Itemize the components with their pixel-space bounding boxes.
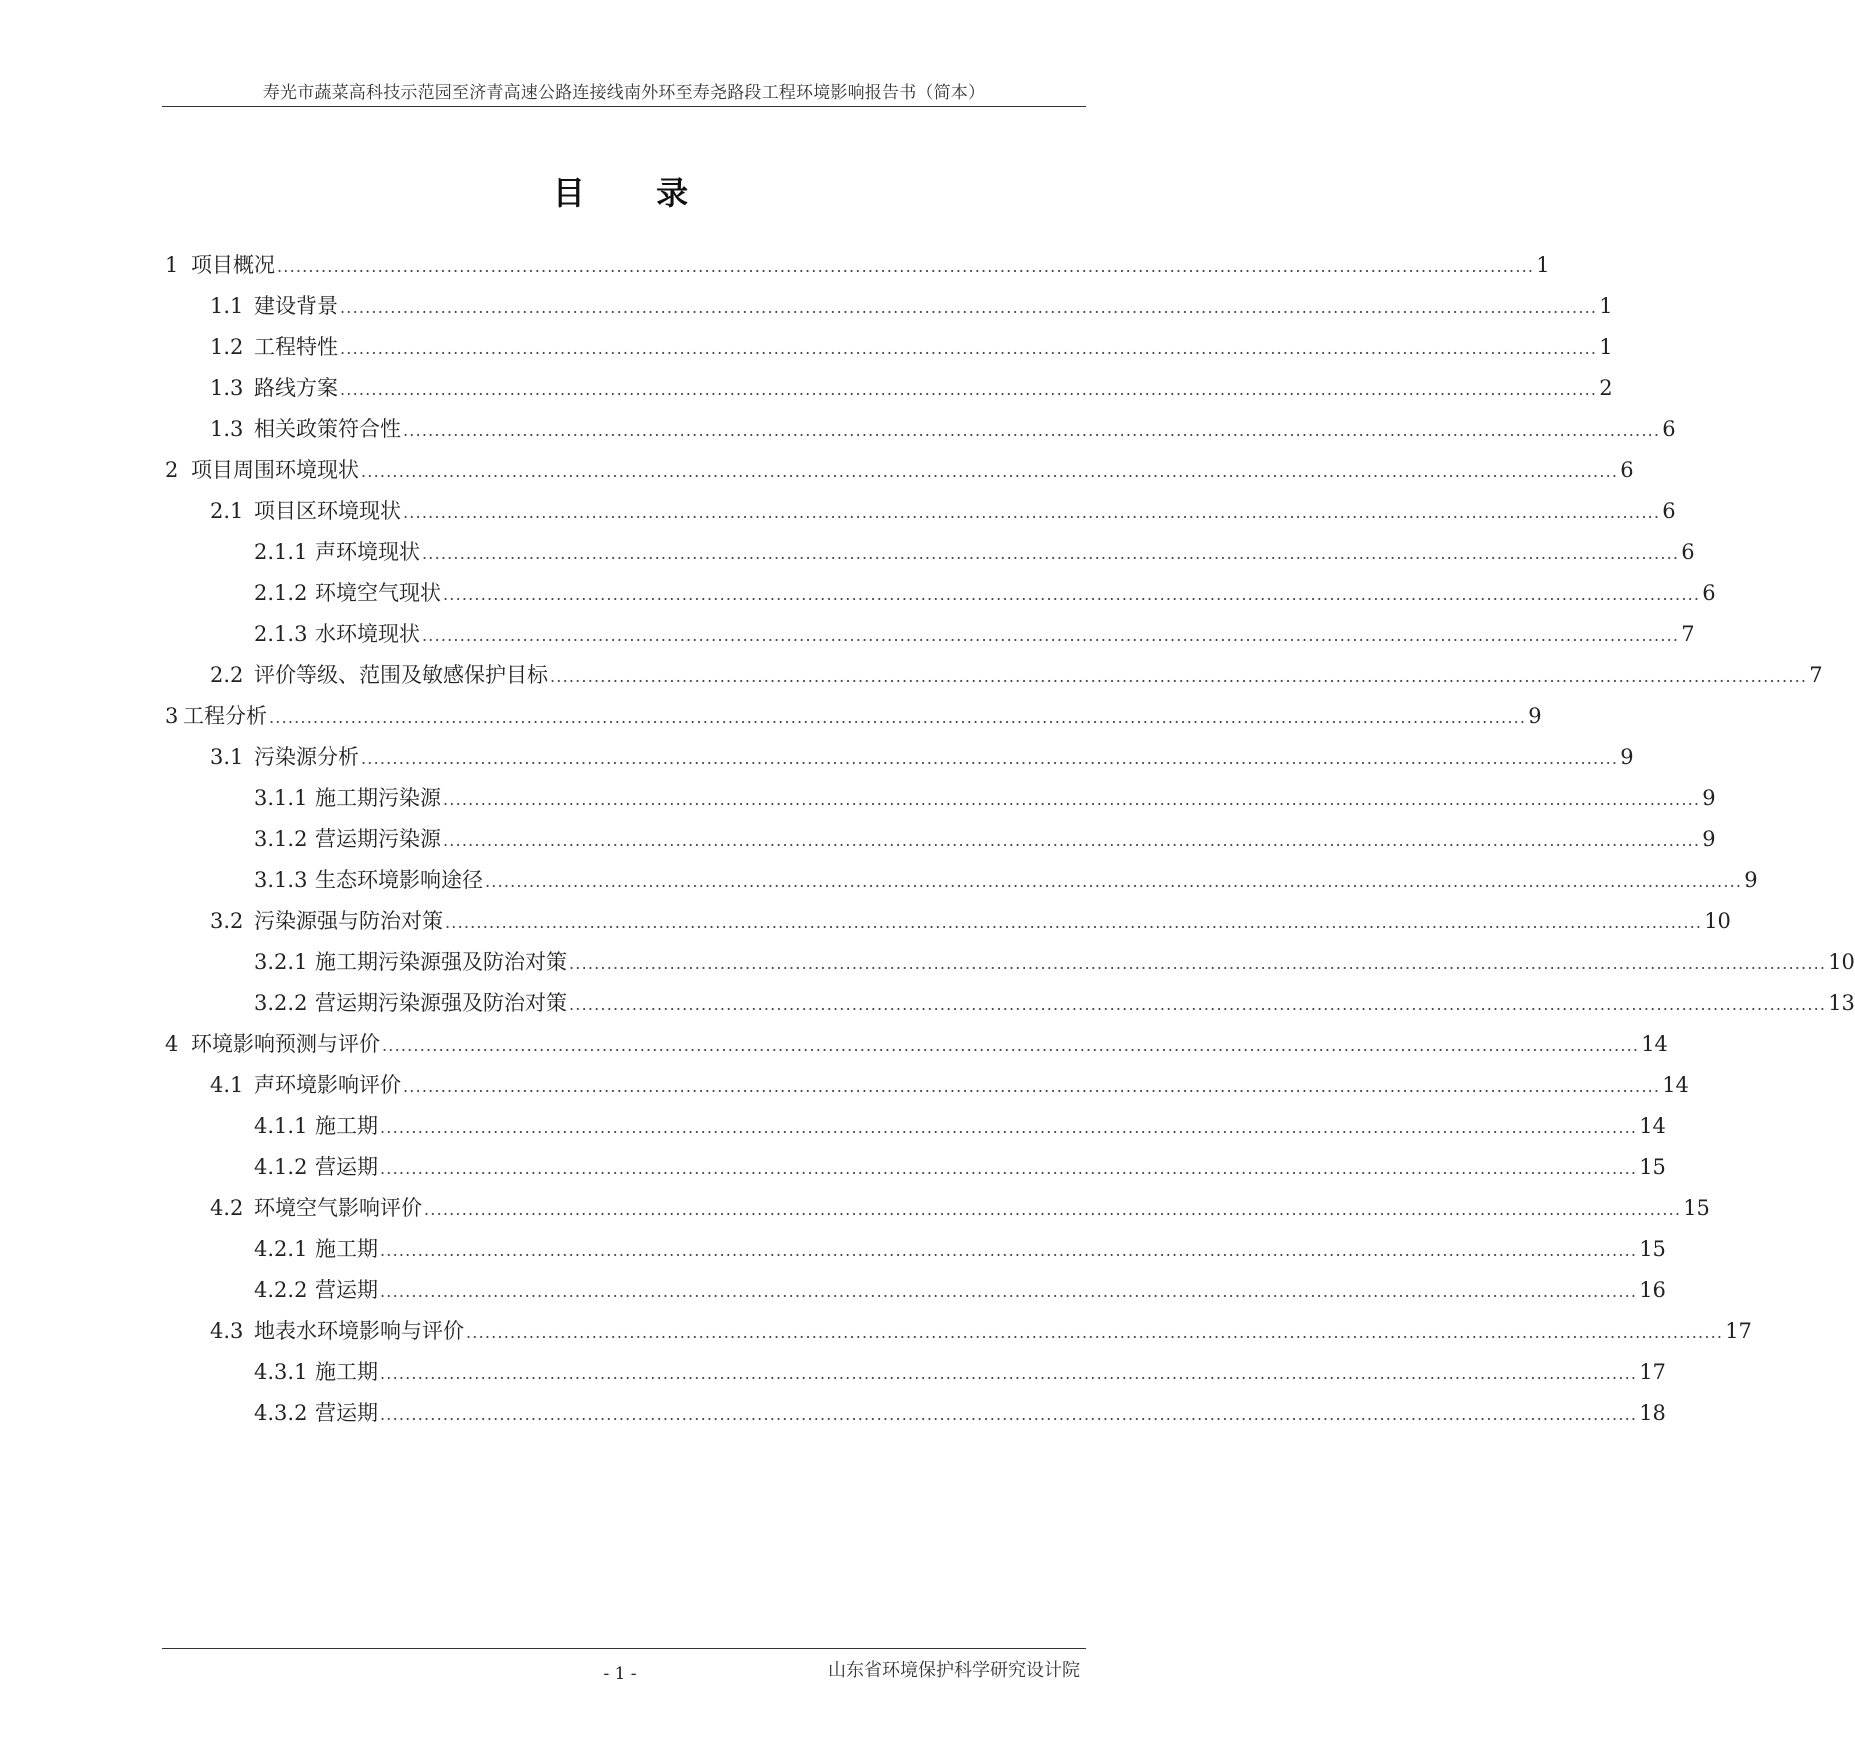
toc-entry-label: 评价等级、范围及敏感保护目标 bbox=[254, 663, 548, 687]
toc-entry-page: 10 bbox=[1828, 950, 1855, 974]
toc-entry[interactable] bbox=[165, 250, 1550, 280]
toc-entry-number: 4.2.1 bbox=[254, 1237, 308, 1261]
toc-entry-label: 路线方案 bbox=[254, 376, 338, 400]
toc-entry[interactable] bbox=[210, 660, 1823, 690]
toc-entry[interactable] bbox=[254, 1152, 1666, 1182]
toc-entry-number: 4.3.1 bbox=[254, 1360, 308, 1384]
toc-entry[interactable] bbox=[210, 496, 1676, 526]
toc-entry-label: 污染源强与防治对策 bbox=[254, 909, 443, 933]
toc-entry-number: 4.1.1 bbox=[254, 1114, 308, 1138]
toc-entry-number: 4.1.2 bbox=[254, 1155, 308, 1179]
toc-entry[interactable] bbox=[254, 1275, 1666, 1305]
institution-name: 山东省环境保护科学研究设计院 bbox=[828, 1660, 1080, 1681]
toc-entry-label: 环境空气影响评价 bbox=[254, 1196, 422, 1220]
toc-dot-leader: ........................................................................................................................................................................................................ bbox=[424, 1200, 1682, 1219]
toc-dot-leader: ........................................................................................................................................................................................................ bbox=[443, 831, 1701, 850]
toc-entry-page: 17 bbox=[1639, 1360, 1666, 1384]
toc-dot-leader: ........................................................................................................................................................................................................ bbox=[361, 462, 1619, 481]
toc-entry-number: 1 bbox=[165, 253, 179, 277]
toc-dot-leader: ........................................................................................................................................................................................................ bbox=[277, 257, 1535, 276]
toc-dot-leader: ........................................................................................................................................................................................................ bbox=[403, 1077, 1661, 1096]
toc-entry-page: 1 bbox=[1599, 294, 1613, 318]
toc-title: 目 录 bbox=[552, 174, 719, 212]
toc-entry[interactable] bbox=[165, 701, 1542, 731]
toc-entry-number: 2.2 bbox=[210, 663, 244, 687]
toc-entry-number: 1.1 bbox=[210, 294, 244, 318]
toc-dot-leader: ........................................................................................................................................................................................................ bbox=[569, 995, 1827, 1014]
toc-entry[interactable] bbox=[210, 1070, 1689, 1100]
toc-entry-label: 声环境影响评价 bbox=[254, 1073, 401, 1097]
toc-entry-page: 15 bbox=[1639, 1237, 1666, 1261]
toc-entry-number: 3.2.2 bbox=[254, 991, 308, 1015]
toc-entry[interactable] bbox=[254, 619, 1695, 649]
toc-dot-leader: ........................................................................................................................................................................................................ bbox=[380, 1118, 1638, 1137]
toc-entry-page: 15 bbox=[1639, 1155, 1666, 1179]
toc-entry-page: 18 bbox=[1639, 1401, 1666, 1425]
toc-dot-leader: ........................................................................................................................................................................................................ bbox=[445, 913, 1703, 932]
toc-entry-page: 9 bbox=[1744, 868, 1758, 892]
toc-entry-page: 16 bbox=[1639, 1278, 1666, 1302]
toc-dot-leader: ........................................................................................................................................................................................................ bbox=[340, 380, 1598, 399]
toc-entry-page: 14 bbox=[1639, 1114, 1666, 1138]
toc-entry-label: 相关政策符合性 bbox=[254, 417, 401, 441]
toc-entry-number: 3.2.1 bbox=[254, 950, 308, 974]
toc-entry-number: 4.1 bbox=[210, 1073, 244, 1097]
toc-entry[interactable] bbox=[210, 373, 1613, 403]
toc-entry[interactable] bbox=[210, 1316, 1752, 1346]
toc-dot-leader: ........................................................................................................................................................................................................ bbox=[485, 872, 1743, 891]
toc-dot-leader: ........................................................................................................................................................................................................ bbox=[403, 503, 1661, 522]
toc-entry-label: 营运期污染源 bbox=[315, 827, 441, 851]
toc-entry-number: 3.1.2 bbox=[254, 827, 308, 851]
toc-entry-number: 4.2.2 bbox=[254, 1278, 308, 1302]
toc-entry[interactable] bbox=[254, 1234, 1666, 1264]
toc-entry-page: 1 bbox=[1599, 335, 1613, 359]
toc-entry[interactable] bbox=[210, 742, 1634, 772]
toc-dot-leader: ........................................................................................................................................................................................................ bbox=[380, 1405, 1638, 1424]
toc-dot-leader: ........................................................................................................................................................................................................ bbox=[380, 1282, 1638, 1301]
header-divider bbox=[162, 106, 1086, 107]
toc-entry[interactable] bbox=[165, 1029, 1668, 1059]
toc-entry-number: 3.1 bbox=[210, 745, 244, 769]
toc-entry-number: 3 bbox=[165, 704, 179, 728]
toc-entry[interactable] bbox=[254, 988, 1855, 1018]
toc-entry-label: 施工期污染源强及防治对策 bbox=[315, 950, 567, 974]
toc-entry-number: 4.2 bbox=[210, 1196, 244, 1220]
toc-entry-label: 施工期污染源 bbox=[315, 786, 441, 810]
toc-entry-label: 营运期 bbox=[315, 1401, 378, 1425]
toc-entry-page: 7 bbox=[1681, 622, 1695, 646]
toc-dot-leader: ........................................................................................................................................................................................................ bbox=[380, 1241, 1638, 1260]
toc-entry-label: 污染源分析 bbox=[254, 745, 359, 769]
toc-dot-leader: ........................................................................................................................................................................................................ bbox=[443, 790, 1701, 809]
toc-entry-page: 9 bbox=[1528, 704, 1542, 728]
toc-entry-page: 17 bbox=[1725, 1319, 1752, 1343]
toc-entry-label: 营运期 bbox=[315, 1278, 378, 1302]
toc-dot-leader: ........................................................................................................................................................................................................ bbox=[269, 708, 1527, 727]
toc-entry-number: 4.3 bbox=[210, 1319, 244, 1343]
toc-entry-number: 1.3 bbox=[210, 376, 244, 400]
toc-entry[interactable] bbox=[254, 1111, 1666, 1141]
toc-dot-leader: ........................................................................................................................................................................................................ bbox=[382, 1036, 1640, 1055]
toc-dot-leader: ........................................................................................................................................................................................................ bbox=[340, 339, 1598, 358]
toc-entry[interactable] bbox=[210, 906, 1731, 936]
toc-entry-number: 2.1.2 bbox=[254, 581, 308, 605]
toc-entry-label: 工程分析 bbox=[183, 704, 267, 728]
toc-dot-leader: ........................................................................................................................................................................................................ bbox=[569, 954, 1827, 973]
toc-entry-label: 营运期污染源强及防治对策 bbox=[315, 991, 567, 1015]
toc-entry-page: 6 bbox=[1662, 417, 1676, 441]
toc-entry[interactable] bbox=[254, 865, 1758, 895]
toc-entry-label: 项目周围环境现状 bbox=[191, 458, 359, 482]
toc-entry-label: 水环境现状 bbox=[315, 622, 420, 646]
toc-entry[interactable] bbox=[254, 1398, 1666, 1428]
toc-entry-label: 工程特性 bbox=[254, 335, 338, 359]
toc-entry[interactable] bbox=[210, 291, 1613, 321]
toc-entry-number: 2 bbox=[165, 458, 179, 482]
toc-entry-label: 营运期 bbox=[315, 1155, 378, 1179]
toc-dot-leader: ........................................................................................................................................................................................................ bbox=[340, 298, 1598, 317]
toc-entry-number: 1.3 bbox=[210, 417, 244, 441]
page-number: - 1 - bbox=[603, 1664, 637, 1684]
toc-dot-leader: ........................................................................................................................................................................................................ bbox=[443, 585, 1701, 604]
toc-entry[interactable] bbox=[254, 947, 1855, 977]
toc-entry-label: 建设背景 bbox=[254, 294, 338, 318]
toc-entry-page: 2 bbox=[1599, 376, 1613, 400]
toc-dot-leader: ........................................................................................................................................................................................................ bbox=[422, 626, 1680, 645]
toc-entry-label: 环境空气现状 bbox=[315, 581, 441, 605]
toc-entry-page: 9 bbox=[1702, 786, 1716, 810]
toc-entry-label: 施工期 bbox=[315, 1237, 378, 1261]
toc-entry-page: 15 bbox=[1683, 1196, 1710, 1220]
toc-entry-number: 1.2 bbox=[210, 335, 244, 359]
toc-entry-page: 13 bbox=[1828, 991, 1855, 1015]
toc-entry-number: 2.1 bbox=[210, 499, 244, 523]
toc-entry-page: 9 bbox=[1702, 827, 1716, 851]
toc-entry-label: 项目概况 bbox=[191, 253, 275, 277]
toc-entry-label: 施工期 bbox=[315, 1360, 378, 1384]
toc-dot-leader: ........................................................................................................................................................................................................ bbox=[466, 1323, 1724, 1342]
toc-entry-number: 2.1.3 bbox=[254, 622, 308, 646]
toc-entry[interactable] bbox=[254, 783, 1716, 813]
toc-dot-leader: ........................................................................................................................................................................................................ bbox=[380, 1159, 1638, 1178]
toc-dot-leader: ........................................................................................................................................................................................................ bbox=[361, 749, 1619, 768]
toc-entry-page: 6 bbox=[1620, 458, 1634, 482]
toc-entry[interactable] bbox=[254, 537, 1695, 567]
toc-entry-label: 声环境现状 bbox=[315, 540, 420, 564]
document-header: 寿光市蔬菜高科技示范园至济青高速公路连接线南外环至寿尧路段工程环境影响报告书（简本） bbox=[262, 83, 986, 103]
toc-dot-leader: ........................................................................................................................................................................................................ bbox=[550, 667, 1808, 686]
toc-entry-number: 4 bbox=[165, 1032, 179, 1056]
toc-entry-number: 3.2 bbox=[210, 909, 244, 933]
toc-dot-leader: ........................................................................................................................................................................................................ bbox=[422, 544, 1680, 563]
toc-entry-page: 7 bbox=[1809, 663, 1823, 687]
toc-entry-number: 2.1.1 bbox=[254, 540, 308, 564]
toc-entry[interactable] bbox=[254, 1357, 1666, 1387]
toc-entry-page: 10 bbox=[1704, 909, 1731, 933]
toc-entry[interactable] bbox=[254, 824, 1716, 854]
toc-entry[interactable] bbox=[210, 1193, 1710, 1223]
toc-entry[interactable] bbox=[254, 578, 1716, 608]
toc-entry-page: 6 bbox=[1662, 499, 1676, 523]
toc-entry-label: 项目区环境现状 bbox=[254, 499, 401, 523]
toc-entry-page: 14 bbox=[1641, 1032, 1668, 1056]
toc-entry-label: 地表水环境影响与评价 bbox=[254, 1319, 464, 1343]
toc-entry-page: 1 bbox=[1536, 253, 1550, 277]
toc-entry-page: 14 bbox=[1662, 1073, 1689, 1097]
toc-entry[interactable] bbox=[210, 332, 1613, 362]
toc-dot-leader: ........................................................................................................................................................................................................ bbox=[380, 1364, 1638, 1383]
toc-entry-label: 施工期 bbox=[315, 1114, 378, 1138]
toc-entry-label: 环境影响预测与评价 bbox=[191, 1032, 380, 1056]
toc-entry-page: 6 bbox=[1702, 581, 1716, 605]
toc-dot-leader: ........................................................................................................................................................................................................ bbox=[403, 421, 1661, 440]
toc-entry[interactable] bbox=[210, 414, 1676, 444]
toc-entry-number: 3.1.3 bbox=[254, 868, 308, 892]
toc-entry-page: 6 bbox=[1681, 540, 1695, 564]
footer-divider bbox=[162, 1648, 1086, 1649]
toc-entry-page: 9 bbox=[1620, 745, 1634, 769]
toc-entry-label: 生态环境影响途径 bbox=[315, 868, 483, 892]
toc-entry-number: 3.1.1 bbox=[254, 786, 308, 810]
toc-entry[interactable] bbox=[165, 455, 1634, 485]
toc-entry-number: 4.3.2 bbox=[254, 1401, 308, 1425]
